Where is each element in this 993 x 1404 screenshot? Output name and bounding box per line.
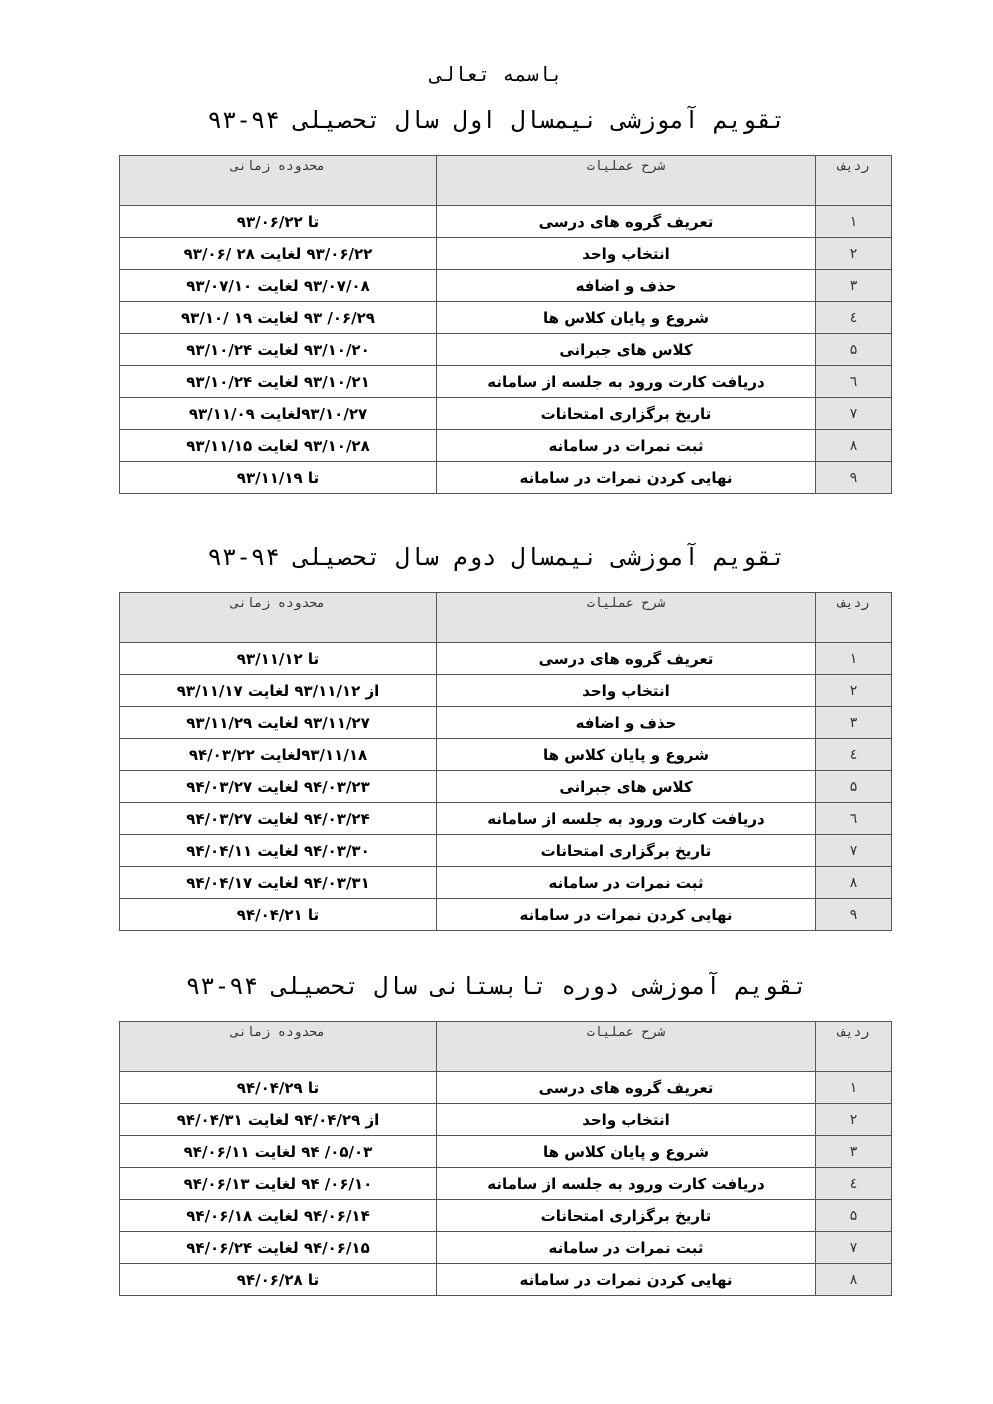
time-period-cell: ۹۴/۰۳/۲۳ لغایت ۹۴/۰۳/۲۷	[120, 771, 437, 803]
table-header-row	[120, 593, 892, 643]
table-row	[120, 675, 892, 707]
calendar-table-first-semester	[119, 155, 892, 494]
column-header-time-period: محدوده زمانی	[120, 593, 437, 643]
table-row	[120, 1200, 892, 1232]
row-number-cell: ۲	[816, 675, 892, 707]
operation-cell: انتخاب واحد	[437, 1104, 816, 1136]
operation-cell: شروع و پایان کلاس ها	[437, 739, 816, 771]
row-number-cell: ۵	[816, 334, 892, 366]
time-period-cell: ۹۳/۰۷/۰۸ لغایت ۹۳/۰۷/۱۰	[120, 270, 437, 302]
table-row	[120, 1264, 892, 1296]
column-header-row-number: ردیف	[816, 156, 892, 206]
time-period-cell: ۹۴/۰۳/۳۱ لغایت ۹۴/۰۴/۱۷	[120, 867, 437, 899]
table-row	[120, 206, 892, 238]
time-period-cell: ۹۳/۱۰/۲۱ لغایت ۹۳/۱۰/۲۴	[120, 366, 437, 398]
calendar-table-summer-term	[119, 1021, 892, 1296]
time-period-cell: تا ۹۳/۱۱/۱۹	[120, 462, 437, 494]
operation-cell: نهایی کردن نمرات در سامانه	[437, 899, 816, 931]
time-period-cell: از ۹۴/۰۴/۲۹ لغایت ۹۴/۰۴/۳۱	[120, 1104, 437, 1136]
time-period-cell: ۰۶/۱۰/ ۹۴ لغایت ۹۴/۰۶/۱۳	[120, 1168, 437, 1200]
column-header-operation: شرح عملیات	[437, 1022, 816, 1072]
table-row	[120, 835, 892, 867]
row-number-cell: ۹	[816, 462, 892, 494]
operation-cell: حذف و اضافه	[437, 270, 816, 302]
table-row	[120, 899, 892, 931]
section-title-second-semester: تقویم آموزشی نیمسال دوم سال تحصیلی ۹۴-۹۳	[207, 543, 786, 571]
table-row	[120, 238, 892, 270]
time-period-cell: ۹۳/۱۱/۲۷ لغایت ۹۳/۱۱/۲۹	[120, 707, 437, 739]
operation-cell: تعریف گروه های درسی	[437, 1072, 816, 1104]
row-number-cell: ۷	[816, 398, 892, 430]
row-number-cell: ۸	[816, 867, 892, 899]
operation-cell: نهایی کردن نمرات در سامانه	[437, 462, 816, 494]
row-number-cell: ۱	[816, 1072, 892, 1104]
time-period-cell: از ۹۳/۱۱/۱۲ لغایت ۹۳/۱۱/۱۷	[120, 675, 437, 707]
operation-cell: تاریخ برگزاری امتحانات	[437, 398, 816, 430]
row-number-cell: ۵	[816, 1200, 892, 1232]
operation-cell: نهایی کردن نمرات در سامانه	[437, 1264, 816, 1296]
operation-cell: تاریخ برگزاری امتحانات	[437, 1200, 816, 1232]
section-title-first-semester: تقویم آموزشی نیمسال اول سال تحصیلی ۹۴-۹۳	[207, 106, 786, 134]
table-row	[120, 1136, 892, 1168]
row-number-cell: ۸	[816, 1264, 892, 1296]
operation-cell: شروع و پایان کلاس ها	[437, 1136, 816, 1168]
operation-cell: دریافت کارت ورود به جلسه از سامانه	[437, 1168, 816, 1200]
time-period-cell: تا ۹۴/۰۴/۲۹	[120, 1072, 437, 1104]
row-number-cell: ٦	[816, 366, 892, 398]
table-row	[120, 867, 892, 899]
row-number-cell: ۷	[816, 835, 892, 867]
table-row	[120, 462, 892, 494]
calendar-table-second-semester	[119, 592, 892, 931]
table-row	[120, 270, 892, 302]
table-row	[120, 366, 892, 398]
time-period-cell: ۰۵/۰۳/ ۹۴ لغایت ۹۴/۰۶/۱۱	[120, 1136, 437, 1168]
table-header-row	[120, 1022, 892, 1072]
table-row	[120, 771, 892, 803]
table-row	[120, 334, 892, 366]
operation-cell: تاریخ برگزاری امتحانات	[437, 835, 816, 867]
row-number-cell: ٤	[816, 302, 892, 334]
table-row	[120, 430, 892, 462]
table-row	[120, 707, 892, 739]
table-row	[120, 302, 892, 334]
time-period-cell: تا ۹۴/۰۴/۲۱	[120, 899, 437, 931]
table-row	[120, 1104, 892, 1136]
column-header-time-period: محدوده زمانی	[120, 1022, 437, 1072]
row-number-cell: ٤	[816, 1168, 892, 1200]
time-period-cell: تا ۹۴/۰۶/۲۸	[120, 1264, 437, 1296]
operation-cell: شروع و پایان کلاس ها	[437, 302, 816, 334]
row-number-cell: ۹	[816, 899, 892, 931]
table-row	[120, 1168, 892, 1200]
operation-cell: کلاس های جبرانی	[437, 771, 816, 803]
column-header-operation: شرح عملیات	[437, 156, 816, 206]
table-row	[120, 739, 892, 771]
column-header-operation: شرح عملیات	[437, 593, 816, 643]
row-number-cell: ۳	[816, 1136, 892, 1168]
row-number-cell: ۷	[816, 1232, 892, 1264]
table-header-row	[120, 156, 892, 206]
time-period-cell: ۹۴/۰۳/۳۰ لغایت ۹۴/۰۴/۱۱	[120, 835, 437, 867]
time-period-cell: ۰۶/۲۹/ ۹۳ لغایت ۱۹ /۹۳/۱۰	[120, 302, 437, 334]
column-header-time-period: محدوده زمانی	[120, 156, 437, 206]
table-row	[120, 803, 892, 835]
time-period-cell: تا ۹۳/۱۱/۱۲	[120, 643, 437, 675]
operation-cell: کلاس های جبرانی	[437, 334, 816, 366]
row-number-cell: ۸	[816, 430, 892, 462]
time-period-cell: ۹۳/۱۱/۱۸لغایت ۹۴/۰۳/۲۲	[120, 739, 437, 771]
bismillah-heading: باسمه تعالی	[430, 62, 563, 86]
table-row	[120, 1072, 892, 1104]
table-row	[120, 643, 892, 675]
row-number-cell: ۳	[816, 707, 892, 739]
section-title-summer-term: تقویم آموزشی دوره تابستانی سال تحصیلی ۹۴-۹۳	[185, 972, 808, 1000]
operation-cell: ثبت نمرات در سامانه	[437, 1232, 816, 1264]
time-period-cell: ۹۴/۰۳/۲۴ لغایت ۹۴/۰۳/۲۷	[120, 803, 437, 835]
row-number-cell: ٦	[816, 803, 892, 835]
operation-cell: انتخاب واحد	[437, 238, 816, 270]
time-period-cell: ۹۳/۱۰/۲۷لغایت ۹۳/۱۱/۰۹	[120, 398, 437, 430]
time-period-cell: ۹۴/۰۶/۱۴ لغایت ۹۴/۰۶/۱۸	[120, 1200, 437, 1232]
row-number-cell: ۲	[816, 238, 892, 270]
operation-cell: ثبت نمرات در سامانه	[437, 430, 816, 462]
time-period-cell: ۹۴/۰۶/۱۵ لغایت ۹۴/۰۶/۲۴	[120, 1232, 437, 1264]
column-header-row-number: ردیف	[816, 593, 892, 643]
operation-cell: دریافت کارت ورود به جلسه از سامانه	[437, 366, 816, 398]
column-header-row-number: ردیف	[816, 1022, 892, 1072]
operation-cell: حذف و اضافه	[437, 707, 816, 739]
operation-cell: ثبت نمرات در سامانه	[437, 867, 816, 899]
operation-cell: دریافت کارت ورود به جلسه از سامانه	[437, 803, 816, 835]
operation-cell: تعریف گروه های درسی	[437, 643, 816, 675]
table-row	[120, 398, 892, 430]
time-period-cell: ۹۳/۰۶/۲۲ لغایت ۲۸ /۹۳/۰۶	[120, 238, 437, 270]
row-number-cell: ۱	[816, 643, 892, 675]
row-number-cell: ٤	[816, 739, 892, 771]
operation-cell: تعریف گروه های درسی	[437, 206, 816, 238]
table-row	[120, 1232, 892, 1264]
row-number-cell: ۳	[816, 270, 892, 302]
time-period-cell: تا ۹۳/۰۶/۲۲	[120, 206, 437, 238]
row-number-cell: ۱	[816, 206, 892, 238]
row-number-cell: ۲	[816, 1104, 892, 1136]
row-number-cell: ۵	[816, 771, 892, 803]
operation-cell: انتخاب واحد	[437, 675, 816, 707]
time-period-cell: ۹۳/۱۰/۲۰ لغایت ۹۳/۱۰/۲۴	[120, 334, 437, 366]
time-period-cell: ۹۳/۱۰/۲۸ لغایت ۹۳/۱۱/۱۵	[120, 430, 437, 462]
